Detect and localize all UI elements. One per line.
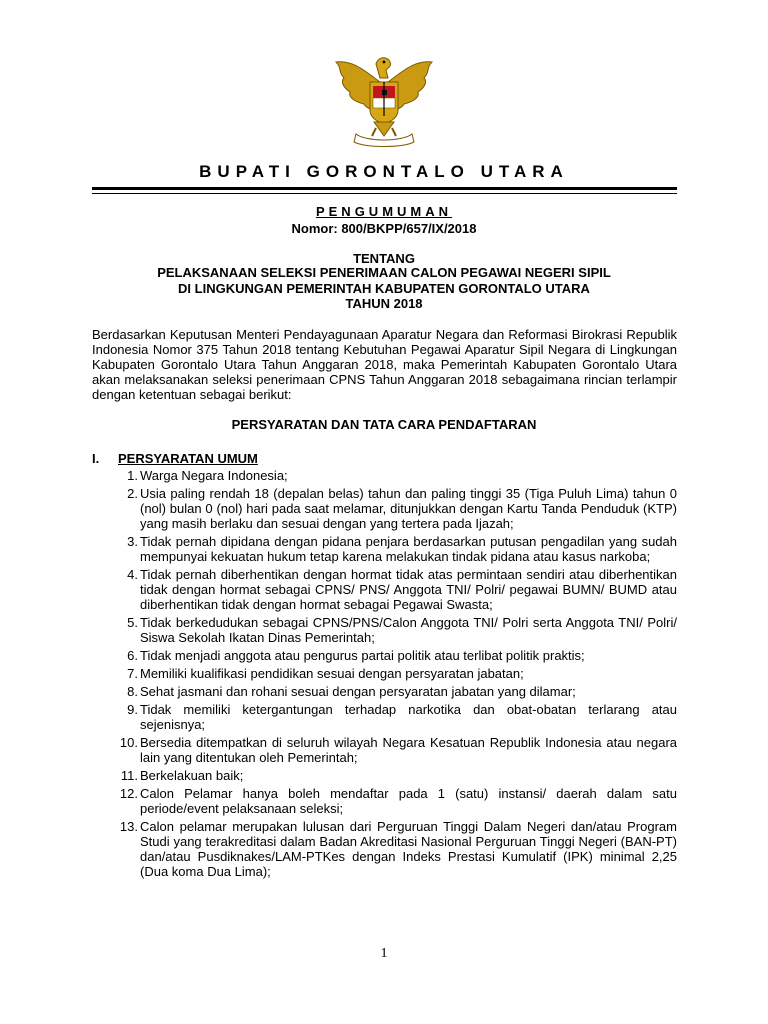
item-text: Tidak pernah dipidana dengan pidana penjara berdasarkan putusan pengadilan yang sudah mempunyai kekuatan hukum tetap karena melakukan tindak pidana atau kasus narkoba; (140, 534, 677, 564)
item-text: Calon pelamar merupakan lulusan dari Perguruan Tinggi Dalam Negeri dan/atau Program Studi yang terakreditasi dalam Badan Akreditasi Nasional Perguruan Tinggi Negeri (BAN-PT) dan/atau Pusdiknakes/LAM-PTKes dengan Indeks Prestasi Kumulatif (IPK) minimal 2,25 (Dua koma Dua Lima); (140, 819, 677, 879)
item-text: Tidak pernah diberhentikan dengan hormat tidak atas permintaan sendiri atau diberhentikan tidak dengan hormat sebagai CPNS/ PNS/ Anggota TNI/ Polri/ pegawai BUMN/ BUMD atau diberhentikan tidak dengan hormat sebagai Pegawai Swasta; (140, 567, 677, 612)
item-number: 8. (127, 684, 138, 699)
header-rule-thin (92, 193, 677, 194)
subject-line-3: TAHUN 2018 (345, 296, 423, 311)
item-number: 7. (127, 666, 138, 681)
part-title: PERSYARATAN UMUM (118, 451, 258, 466)
header-rule-thick (92, 187, 677, 190)
list-item (120, 684, 677, 699)
subject-line-2: DI LINGKUNGAN PEMERINTAH KABUPATEN GORONTALO UTARA (178, 281, 590, 296)
item-number: 12. (119, 786, 138, 801)
item-text: Memiliki kualifikasi pendidikan sesuai dengan persyaratan jabatan; (140, 666, 524, 681)
list-item (120, 666, 677, 681)
item-text: Tidak menjadi anggota atau pengurus partai politik atau terlibat politik praktis; (140, 648, 585, 663)
item-number: 1. (127, 468, 138, 483)
item-text: Bersedia ditempatkan di seluruh wilayah Negara Kesatuan Republik Indonesia atau negara lain yang ditentukan oleh Pemerintah; (140, 735, 677, 765)
item-number: 2. (127, 486, 138, 501)
list-item (120, 567, 677, 612)
item-number: 6. (127, 648, 138, 663)
subject-line-1: PELAKSANAAN SELEKSI PENERIMAAN CALON PEGAWAI NEGERI SIPIL (157, 265, 611, 280)
item-text: Warga Negara Indonesia; (140, 468, 288, 483)
item-text: Calon Pelamar hanya boleh mendaftar pada 1 (satu) instansi/ daerah dalam satu periode/event pelaksanaan seleksi; (140, 786, 677, 816)
part-heading (92, 451, 258, 466)
announcement-number: Nomor: 800/BKPP/657/IX/2018 (291, 221, 477, 236)
about-heading: TENTANG (353, 251, 415, 266)
list-item (120, 735, 677, 765)
requirements-list (120, 468, 677, 882)
intro-paragraph: Berdasarkan Keputusan Menteri Pendayagunaan Aparatur Negara dan Reformasi Birokrasi Republik Indonesia Nomor 375 Tahun 2018 tentang Kebutuhan Pegawai Aparatur Sipil Negara di Lingkungan Kabupaten Gorontalo Utara Tahun Anggaran 2018, maka Pemerintah Kabupaten Gorontalo Utara akan melaksanakan seleksi penerimaan CPNS Tahun Anggaran 2018 sebagaimana rincian terlampir dengan ketentuan sebagai berikut: (92, 327, 677, 402)
item-text: Sehat jasmani dan rohani sesuai dengan persyaratan jabatan yang dilamar; (140, 684, 576, 699)
list-item (120, 768, 677, 783)
item-text: Tidak memiliki ketergantungan terhadap narkotika dan obat-obatan terlarang atau sejenisnya; (140, 702, 677, 732)
item-number: 3. (127, 534, 138, 549)
part-roman-numeral: I. (92, 451, 100, 466)
list-item (120, 486, 677, 531)
item-number: 4. (127, 567, 138, 582)
item-number: 11. (120, 768, 138, 783)
list-item (120, 468, 677, 483)
item-text: Tidak berkedudukan sebagai CPNS/PNS/Calon Anggota TNI/ Polri serta Anggota TNI/ Polri/ Siswa Sekolah Ikatan Dinas Pemerintah; (140, 615, 677, 645)
section-title: PERSYARATAN DAN TATA CARA PENDAFTARAN (231, 417, 537, 432)
list-item (120, 534, 677, 564)
item-number: 5. (127, 615, 138, 630)
issuer-title: BUPATI GORONTALO UTARA (199, 162, 569, 181)
page-number: 1 (380, 946, 388, 961)
list-item (120, 786, 677, 816)
list-item (120, 648, 677, 663)
list-item (120, 702, 677, 732)
item-text: Berkelakuan baik; (140, 768, 244, 783)
announcement-label: PENGUMUMAN (315, 204, 453, 219)
item-number: 9. (127, 702, 138, 717)
item-text: Usia paling rendah 18 (depalan belas) tahun dan paling tinggi 35 (Tiga Puluh Lima) tahun 0 (nol) bulan 0 (nol) hari pada saat melamar, ditunjukkan dengan Kartu Tanda Penduduk (KTP) yang masih berlaku dan sesuai dengan yang tertera pada Ijazah; (140, 486, 677, 531)
list-item (120, 819, 677, 879)
item-number: 10. (119, 735, 138, 750)
item-number: 13. (119, 819, 138, 834)
list-item (120, 615, 677, 645)
garuda-emblem-icon (326, 52, 442, 152)
